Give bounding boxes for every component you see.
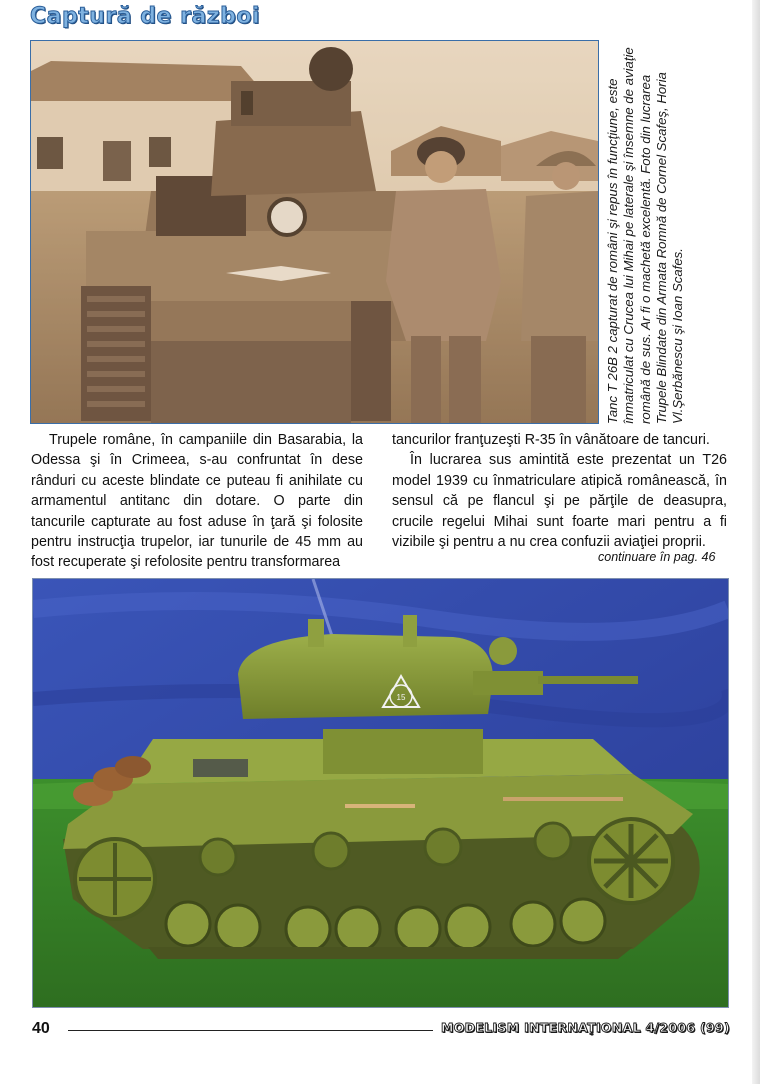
turret-marking: 15 [396,693,406,702]
section-title: Captură de război [30,4,261,29]
page-edge [752,0,760,1084]
historical-tank-photo [30,40,599,424]
article-paragraph: tancurilor franţuzeşti R-35 în vânătoare de tancuri. [392,432,710,448]
photo-caption-text: Tanc T 26B 2 capturat de români şi repus în funcţiune, este înmatriculat cu Crucea lui Mihai pe laterale şi însemne de aviaţie română de sus. Ar fi o machetă excelentă. Foto din lucrarea Trupele Blindate din Armata Romnă de Cornel Scafeş, Horia Vl.Şerbănescu şi Ioan Scafes. [605,47,686,424]
footer-rule [68,1030,433,1031]
page-number: 40 [32,1020,50,1037]
photo-caption [605,44,745,424]
magazine-name: MODELISM INTERNAŢIONAL 4/2006 (99) [441,1020,731,1035]
tank-model-photo [32,578,729,1008]
article-column-left [31,430,363,573]
article-paragraph: Trupele române, în campaniile din Basarabia, la Odessa şi în Crimeea, s-au confruntat în dese rânduri cu aceste blindate ce puteau fi anihilate cu armamentul antitanc din dotare. O parte din tancurile capturate au fost aduse în ţară şi folosite pentru instrucţia trupelor, iar tunurile de 45 mm au fost recuperate şi refolosite pentru transformarea [31,432,363,571]
article-column-right [392,430,727,552]
article-paragraph: În lucrarea sus amintită este prezentat un T26 model 1939 cu înmatriculare atipică românească, în sensul că pe flancul şi pe părţile de deasupra, crucile regelui Mihai sunt foarte mari pentru a fi vizibile şi pentru a nu crea confuzii aviaţiei proprii. [392,452,727,551]
continuation-note: continuare în pag. 46 [598,550,716,564]
